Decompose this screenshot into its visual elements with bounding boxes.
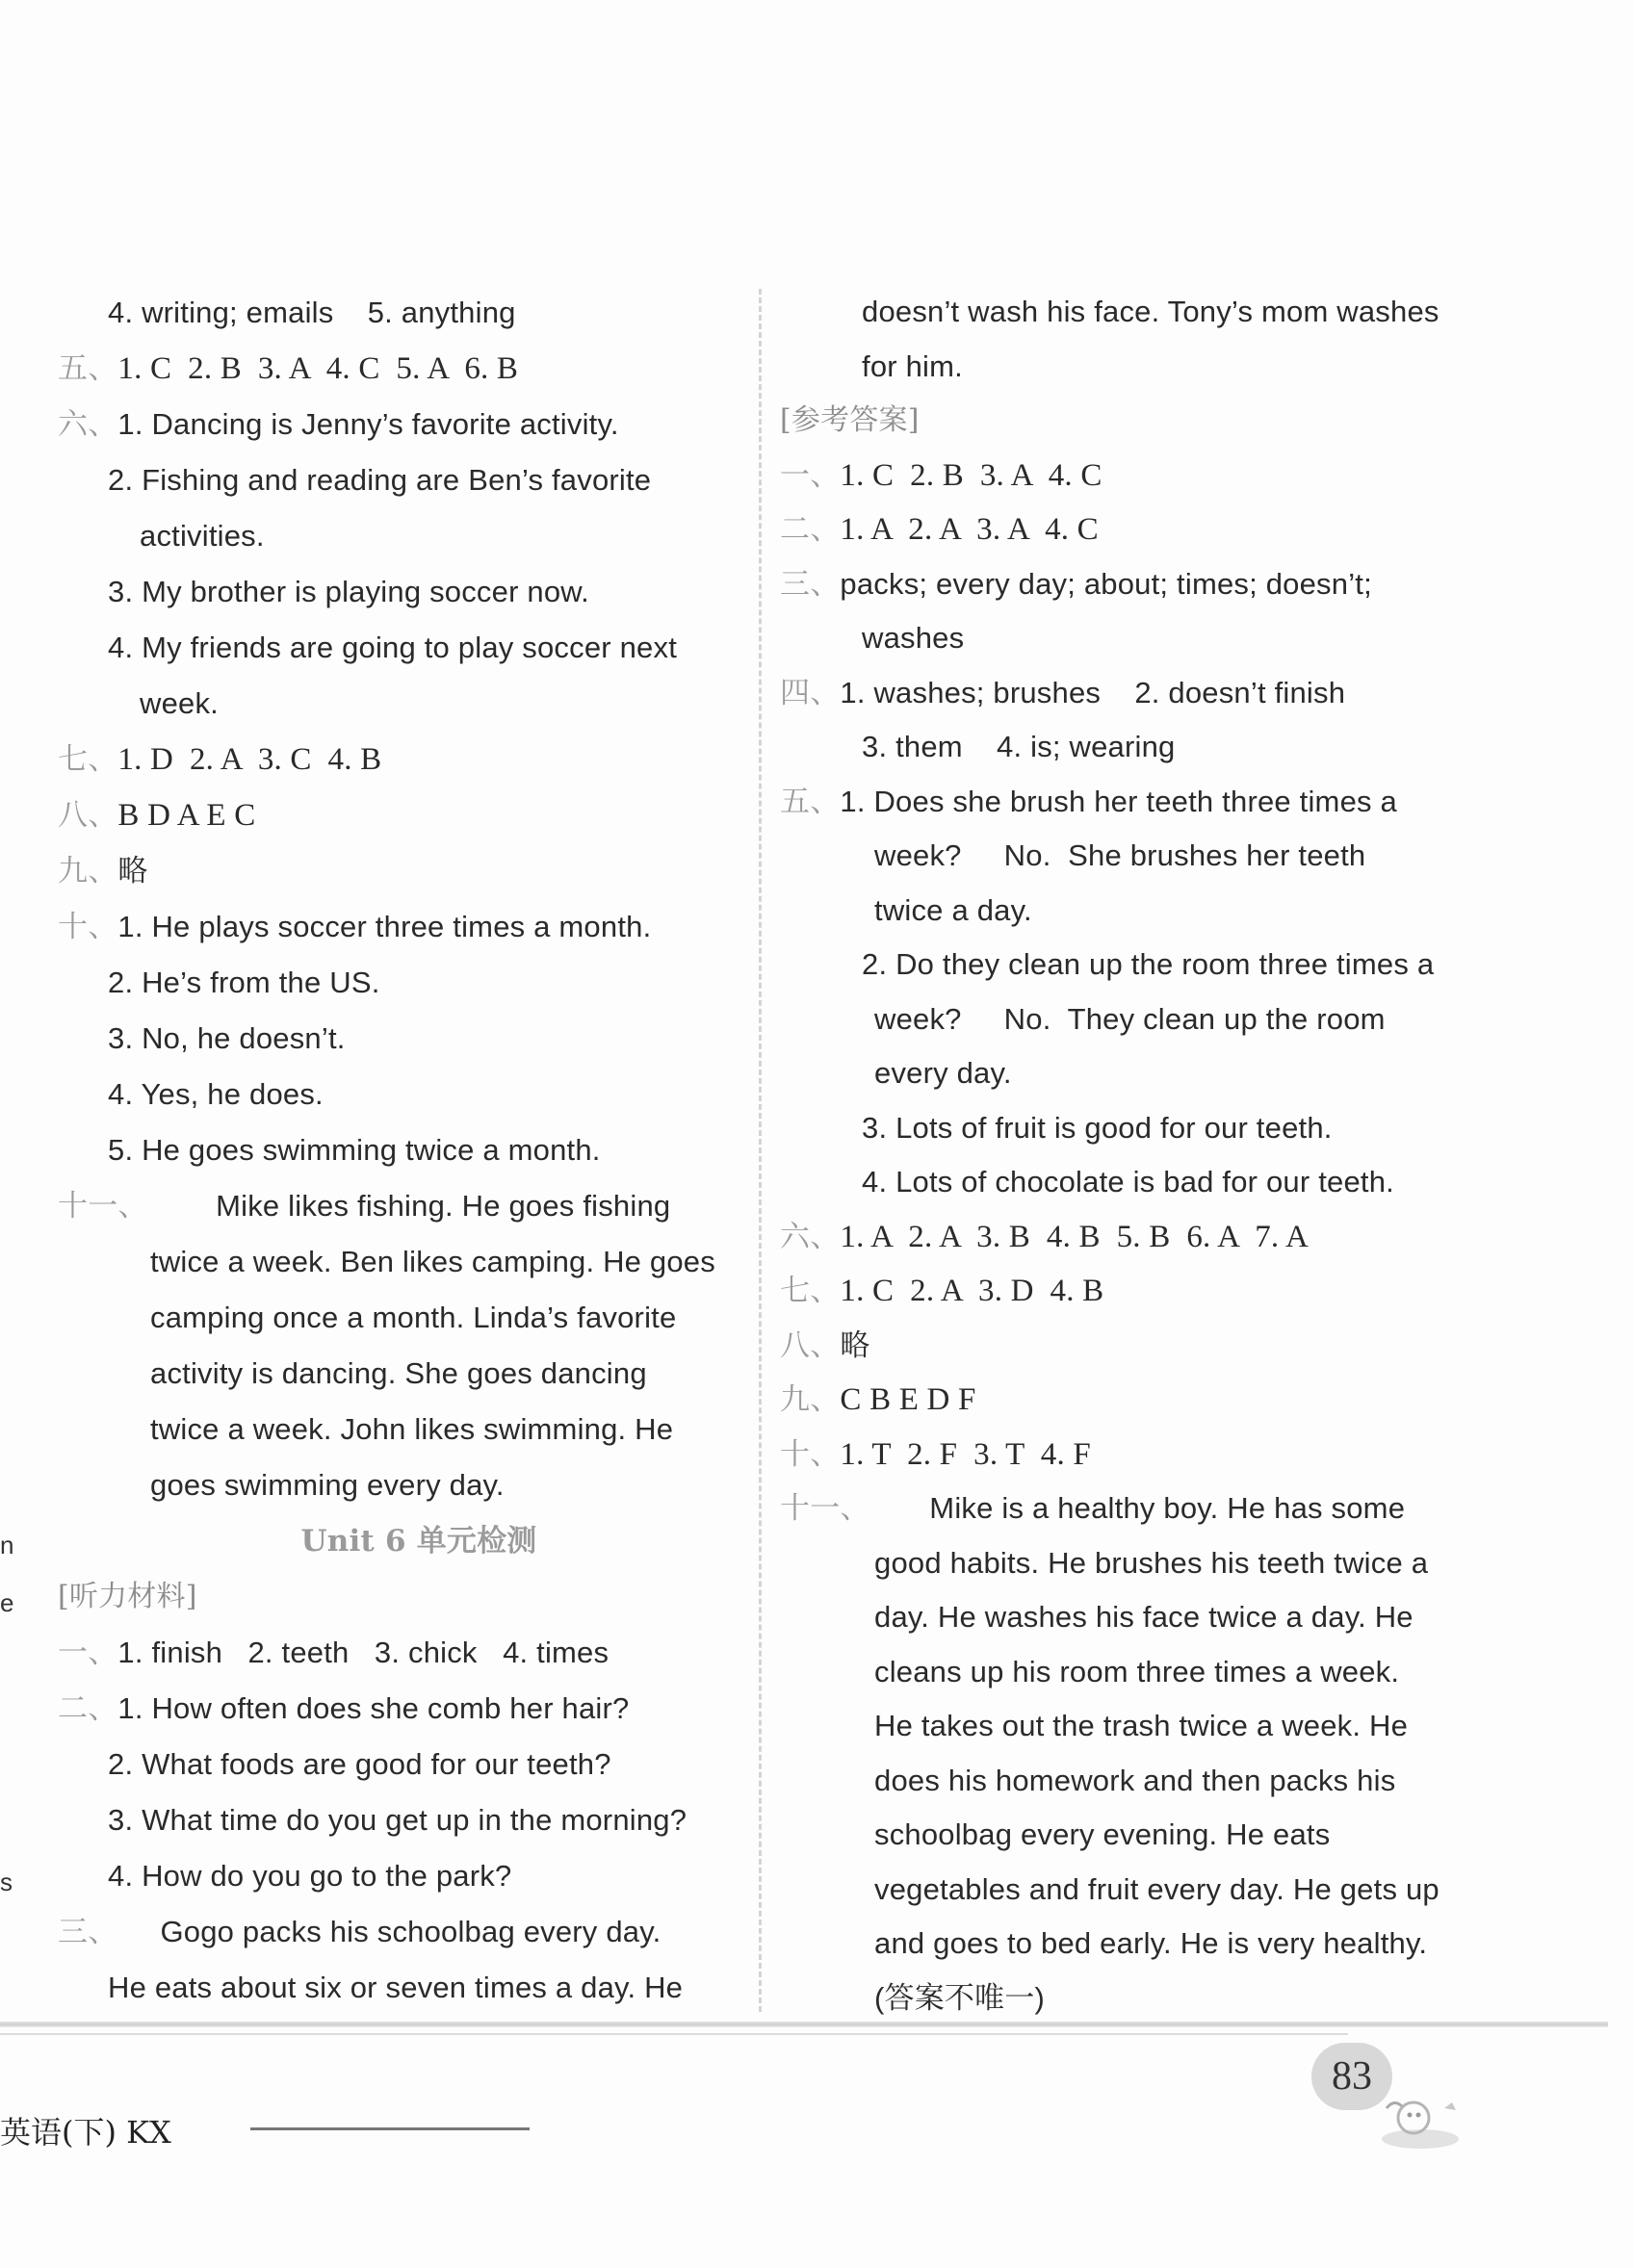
footer-divider-thin bbox=[0, 2033, 1348, 2035]
answer-text: vegetables and fruit every day. He gets up bbox=[874, 1871, 1439, 1906]
answer-text: 2. What foods are good for our teeth? bbox=[108, 1747, 611, 1781]
section-number: 三、 bbox=[780, 566, 841, 602]
answer-text: day. He washes his face twice a day. He bbox=[874, 1600, 1414, 1634]
answer-text: 4. How do you go to the park? bbox=[108, 1859, 512, 1893]
answer-line bbox=[58, 955, 741, 1011]
answer-text: 3. them 4. is; wearing bbox=[862, 730, 1176, 763]
section-number: 十、 bbox=[58, 910, 118, 944]
mascot-icon bbox=[1367, 2079, 1473, 2156]
answer-text: 1. How often does she comb her hair? bbox=[117, 1691, 630, 1725]
answer-text: 3. No, he doesn’t. bbox=[108, 1021, 346, 1055]
answer-line bbox=[780, 1319, 1464, 1374]
answer-text: goes swimming every day. bbox=[150, 1468, 505, 1502]
answer-text: good habits. He brushes his teeth twice a bbox=[874, 1545, 1429, 1580]
answer-line bbox=[780, 557, 1464, 612]
answer-line bbox=[780, 449, 1464, 503]
answer-text: 1. washes; brushes 2. doesn’t finish bbox=[840, 675, 1346, 709]
answer-line bbox=[780, 1373, 1464, 1428]
section-number: 一、 bbox=[58, 1636, 118, 1670]
answer-line bbox=[58, 508, 741, 564]
section-number: 九、 bbox=[780, 1382, 841, 1417]
answer-text: 4. Lots of chocolate is bad for our teeth. bbox=[862, 1165, 1394, 1198]
answer-text: 1. D 2. A 3. C 4. B bbox=[117, 742, 382, 777]
answer-line bbox=[780, 1917, 1464, 1972]
answer-text: 略 bbox=[117, 854, 148, 888]
answer-text: washes bbox=[862, 621, 965, 655]
answer-line bbox=[780, 720, 1464, 775]
section-number: 八、 bbox=[780, 1327, 841, 1363]
answer-text: camping once a month. Linda’s favorite bbox=[150, 1301, 677, 1334]
answer-line bbox=[58, 1346, 741, 1402]
answer-line bbox=[58, 564, 741, 620]
answer-line bbox=[58, 732, 741, 787]
answer-line bbox=[780, 1972, 1464, 2026]
answer-line bbox=[58, 1625, 741, 1681]
section-number: 七、 bbox=[58, 742, 118, 777]
answer-line bbox=[58, 1122, 741, 1178]
column-divider bbox=[759, 289, 762, 2012]
answer-text: 4. Yes, he does. bbox=[108, 1077, 324, 1111]
section-number: 一、 bbox=[780, 457, 841, 493]
answer-line bbox=[58, 285, 741, 341]
answer-text: 1. A 2. A 3. B 4. B 5. B 6. A 7. A bbox=[840, 1219, 1310, 1254]
answer-line bbox=[780, 1699, 1464, 1754]
answer-line bbox=[58, 1792, 741, 1848]
section-number: 二、 bbox=[780, 512, 841, 547]
answer-text: 2. Do they clean up the room three times a bbox=[862, 947, 1435, 981]
answer-line bbox=[58, 1290, 741, 1346]
answer-text: 1. C 2. A 3. D 4. B bbox=[840, 1274, 1104, 1308]
answer-text: and goes to bed early. He is very healthy. bbox=[874, 1926, 1428, 1960]
answer-line bbox=[780, 1264, 1464, 1319]
answer-text: 2. Fishing and reading are Ben’s favorite bbox=[108, 463, 652, 497]
answer-line bbox=[58, 787, 741, 843]
section-heading: [听力材料] bbox=[58, 1580, 197, 1613]
answer-line bbox=[58, 1960, 741, 2016]
answer-text: 1. Dancing is Jenny’s favorite activity. bbox=[117, 407, 619, 441]
answer-text: 4. My friends are going to play soccer next bbox=[108, 631, 678, 664]
answer-text: week? No. They clean up the room bbox=[874, 1001, 1386, 1036]
answer-line bbox=[780, 1754, 1464, 1809]
answer-line bbox=[58, 843, 741, 899]
answer-line bbox=[58, 1234, 741, 1290]
answer-line bbox=[780, 1645, 1464, 1700]
answer-line bbox=[780, 340, 1464, 395]
answer-text: 1. A 2. A 3. A 4. C bbox=[840, 512, 1099, 547]
answer-line bbox=[780, 1428, 1464, 1482]
answer-line bbox=[58, 1178, 741, 1234]
section-number: 六、 bbox=[780, 1219, 841, 1254]
answer-line bbox=[780, 1536, 1464, 1591]
answer-text: cleans up his room three times a week. bbox=[874, 1654, 1400, 1688]
answer-text: 1. T 2. F 3. T 4. F bbox=[840, 1436, 1091, 1472]
edge-mark: s bbox=[0, 1868, 13, 1896]
answer-text: schoolbag every evening. He eats bbox=[874, 1817, 1331, 1851]
answer-text: 1. C 2. B 3. A 4. C bbox=[840, 457, 1102, 493]
section-heading: [参考答案] bbox=[780, 403, 920, 437]
answer-text: 4. writing; emails 5. anything bbox=[108, 296, 516, 329]
answer-line bbox=[780, 666, 1464, 721]
answer-text: does his homework and then packs his bbox=[874, 1763, 1396, 1797]
answer-line bbox=[780, 992, 1464, 1047]
book-label: 英语(下) KX bbox=[0, 2114, 171, 2151]
answer-text: for him. bbox=[862, 348, 963, 383]
answer-line bbox=[58, 341, 741, 397]
answer-text: Gogo packs his schoolbag every day. bbox=[117, 1915, 661, 1948]
section-number: 七、 bbox=[780, 1274, 841, 1308]
section-number: 十一、 bbox=[58, 1189, 148, 1224]
answer-line bbox=[780, 1046, 1464, 1101]
answer-text: C B E D F bbox=[840, 1382, 976, 1417]
section-number: 四、 bbox=[780, 675, 841, 710]
answer-line bbox=[780, 1210, 1464, 1265]
answer-text: twice a week. Ben likes camping. He goes bbox=[150, 1245, 715, 1278]
answer-line bbox=[780, 285, 1464, 340]
page-number: 83 bbox=[1311, 2043, 1392, 2110]
answer-line bbox=[780, 938, 1464, 992]
answer-text: activity is dancing. She goes dancing bbox=[150, 1356, 647, 1390]
section-number: 五、 bbox=[58, 351, 118, 386]
section-number: 八、 bbox=[58, 798, 118, 833]
answer-text: 1. C 2. B 3. A 4. C 5. A 6. B bbox=[117, 351, 519, 386]
section-number: 十、 bbox=[780, 1436, 841, 1472]
answer-line bbox=[780, 503, 1464, 557]
answer-line bbox=[780, 1863, 1464, 1918]
answer-line bbox=[780, 829, 1464, 884]
section-number: 九、 bbox=[58, 854, 118, 889]
answer-text: B D A E C bbox=[117, 798, 256, 833]
answer-text: 2. He’s from the US. bbox=[108, 966, 380, 999]
answer-line bbox=[58, 676, 741, 732]
answer-text: twice a day. bbox=[874, 892, 1032, 927]
edge-mark: n bbox=[0, 1531, 14, 1559]
answer-line bbox=[780, 1482, 1464, 1536]
section-number: 六、 bbox=[58, 407, 118, 442]
answer-line bbox=[58, 1737, 741, 1792]
answer-line bbox=[780, 611, 1464, 666]
answer-text: twice a week. John likes swimming. He bbox=[150, 1412, 674, 1446]
answer-text: He takes out the trash twice a week. He bbox=[874, 1709, 1409, 1742]
answer-text: packs; every day; about; times; doesn’t; bbox=[840, 566, 1372, 601]
answer-line bbox=[58, 1848, 741, 1904]
answer-line bbox=[58, 620, 741, 676]
answer-text: doesn’t wash his face. Tony’s mom washes bbox=[862, 295, 1439, 328]
answer-text: Mike likes fishing. He goes fishing bbox=[147, 1189, 671, 1223]
answer-line bbox=[58, 1067, 741, 1122]
answer-text: (答案不唯一) bbox=[874, 1980, 1046, 2015]
right-column bbox=[780, 285, 1464, 2025]
section-number: 三、 bbox=[58, 1915, 118, 1949]
section-number: 十一、 bbox=[780, 1491, 870, 1526]
answer-line bbox=[780, 1808, 1464, 1863]
answer-text: week. bbox=[140, 686, 219, 720]
answer-line bbox=[58, 397, 741, 452]
answer-text: He eats about six or seven times a day. He bbox=[108, 1971, 684, 2004]
answer-line bbox=[58, 1681, 741, 1737]
left-column bbox=[58, 285, 741, 2016]
answer-text: 3. My brother is playing soccer now. bbox=[108, 575, 589, 608]
answer-line bbox=[58, 452, 741, 508]
answer-text: 3. Lots of fruit is good for our teeth. bbox=[862, 1110, 1333, 1145]
footer-rule bbox=[250, 2127, 530, 2130]
answer-text: every day. bbox=[874, 1056, 1012, 1090]
answer-line bbox=[58, 1904, 741, 1960]
section-number: 五、 bbox=[780, 784, 841, 819]
answer-text: week? No. She brushes her teeth bbox=[874, 838, 1366, 872]
answer-line bbox=[780, 1590, 1464, 1645]
footer-divider bbox=[0, 2022, 1608, 2027]
answer-line bbox=[58, 1011, 741, 1067]
answer-text: 1. finish 2. teeth 3. chick 4. times bbox=[117, 1636, 610, 1669]
answer-text: 1. He plays soccer three times a month. bbox=[117, 910, 652, 943]
answer-line bbox=[58, 1457, 741, 1513]
answer-text: 1. Does she brush her teeth three times a bbox=[840, 784, 1397, 818]
edge-mark: e bbox=[0, 1588, 14, 1617]
answer-line bbox=[58, 899, 741, 955]
answer-text: 5. He goes swimming twice a month. bbox=[108, 1133, 601, 1167]
answer-text: 略 bbox=[840, 1327, 870, 1362]
unit-title: Unit 6 单元检测 bbox=[300, 1524, 537, 1559]
answer-line bbox=[780, 884, 1464, 939]
answer-text: 3. What time do you get up in the morning? bbox=[108, 1803, 687, 1837]
answer-line bbox=[58, 1402, 741, 1457]
answer-line bbox=[780, 1155, 1464, 1210]
answer-text: Mike is a healthy boy. He has some bbox=[869, 1491, 1406, 1525]
answer-line bbox=[780, 775, 1464, 830]
answer-text: activities. bbox=[140, 519, 265, 553]
answer-line bbox=[780, 1101, 1464, 1156]
section-number: 二、 bbox=[58, 1691, 118, 1726]
